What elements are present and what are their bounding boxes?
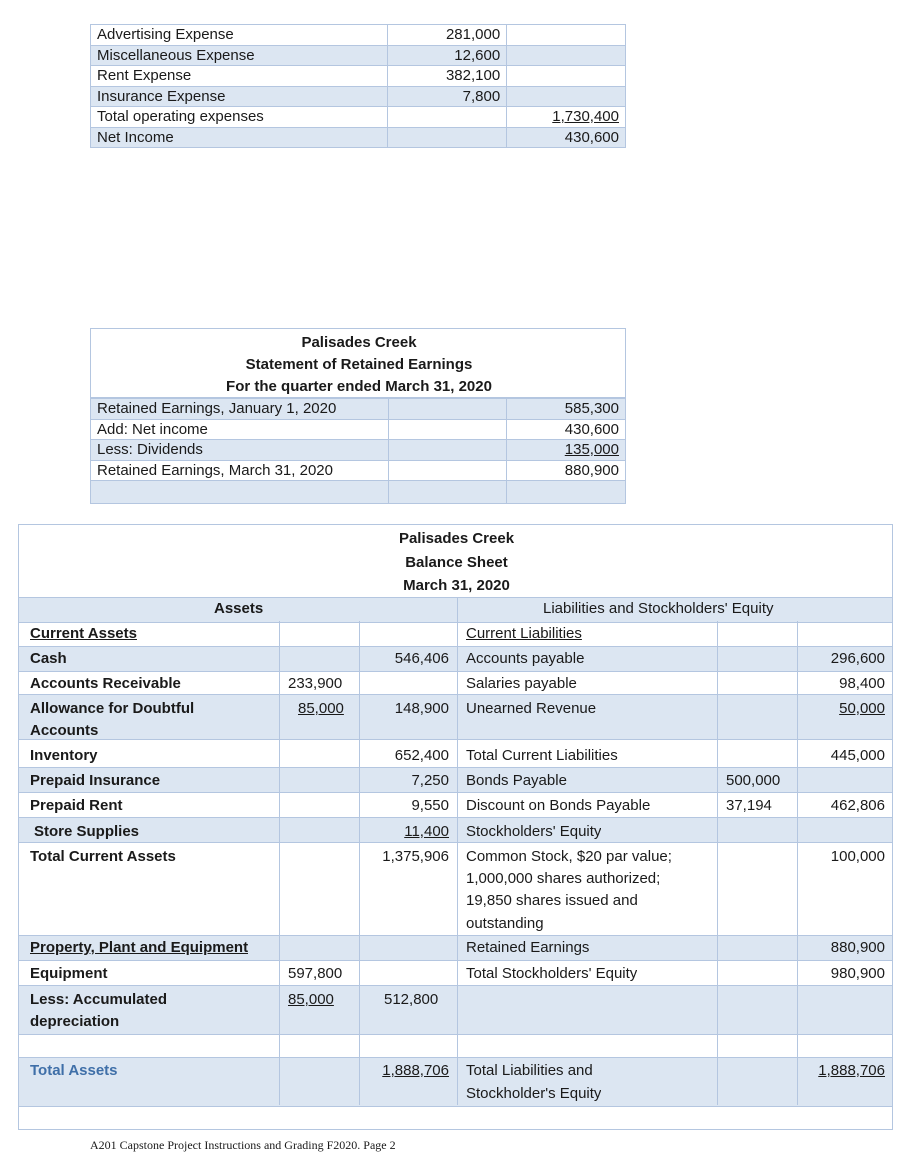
grid-line xyxy=(717,621,718,1105)
total-le-label-2: Stockholder's Equity xyxy=(466,1085,602,1102)
row-label: Insurance Expense xyxy=(91,86,388,107)
row-label: Miscellaneous Expense xyxy=(91,45,388,66)
row-band xyxy=(19,1057,892,1107)
income-statement-tail xyxy=(90,24,626,148)
row-band xyxy=(19,646,892,672)
allowance-label-2: Accounts xyxy=(30,722,99,739)
statement-title: Statement of Retained Earnings xyxy=(245,356,473,373)
total-current-assets-value: 1,375,906 xyxy=(382,848,449,865)
row-label: Rent Expense xyxy=(91,66,388,87)
table-row xyxy=(91,66,626,87)
company-name: Palisades Creek xyxy=(301,334,417,351)
row-total xyxy=(507,45,626,66)
total-current-assets-label: Total Current Assets xyxy=(30,848,176,865)
row-total: 430,600 xyxy=(507,127,626,148)
row-amount xyxy=(388,107,507,128)
prepaid-insurance-label: Prepaid Insurance xyxy=(30,772,161,789)
table-row xyxy=(91,440,626,461)
row-total: 1,730,400 xyxy=(507,107,626,128)
row-amount: 12,600 xyxy=(388,45,507,66)
ppe-label: Property, Plant and Equipment xyxy=(30,939,249,956)
table-row xyxy=(91,419,626,440)
row-amount: 7,800 xyxy=(388,86,507,107)
store-supplies-value: 11,400 xyxy=(404,823,449,840)
common-stock-value: 100,000 xyxy=(830,848,885,865)
bonds-label: Bonds Payable xyxy=(466,772,567,789)
total-se-label: Total Stockholders' Equity xyxy=(466,965,638,982)
row-label: Net Income xyxy=(91,127,388,148)
table-row xyxy=(91,107,626,128)
total-le-value: 1,888,706 xyxy=(818,1062,885,1079)
balance-sheet xyxy=(18,524,893,1130)
page-footer: A201 Capstone Project Instructions and Grading F2020. Page 2 xyxy=(90,1138,396,1152)
statement-title: Balance Sheet xyxy=(405,554,508,571)
statement-period: For the quarter ended March 31, 2020 xyxy=(226,378,492,395)
salaries-value: 98,400 xyxy=(839,675,885,692)
retained-earnings-header xyxy=(90,328,626,398)
unearned-value: 50,000 xyxy=(839,700,885,717)
prepaid-insurance-value: 7,250 xyxy=(411,772,449,789)
store-supplies-label: Store Supplies xyxy=(34,823,140,840)
equipment-value: 597,800 xyxy=(288,965,343,982)
ar-label: Accounts Receivable xyxy=(30,675,181,692)
liabilities-header: Liabilities and Stockholders' Equity xyxy=(543,600,774,617)
ap-value: 296,600 xyxy=(830,650,885,667)
grid-line xyxy=(457,597,458,1105)
total-cl-label: Total Current Liabilities xyxy=(466,747,618,764)
row-total: 430,600 xyxy=(507,419,626,440)
discount-label: Discount on Bonds Payable xyxy=(466,797,651,814)
table-row xyxy=(91,86,626,107)
row-label: Retained Earnings, January 1, 2020 xyxy=(91,399,389,420)
table-row xyxy=(91,481,626,504)
row-total: 135,000 xyxy=(507,440,626,461)
prepaid-rent-label: Prepaid Rent xyxy=(30,797,123,814)
row-label: Add: Net income xyxy=(91,419,389,440)
retained-earnings-value: 880,900 xyxy=(830,939,885,956)
table-row xyxy=(91,399,626,420)
row-amount: 382,100 xyxy=(388,66,507,87)
inventory-value: 652,400 xyxy=(394,747,449,764)
row-label: Advertising Expense xyxy=(91,25,388,46)
row-total xyxy=(507,86,626,107)
bonds-value: 500,000 xyxy=(726,772,781,789)
cash-value: 546,406 xyxy=(394,650,449,667)
stockholders-equity-label: Stockholders' Equity xyxy=(466,823,602,840)
prepaid-rent-value: 9,550 xyxy=(411,797,449,814)
unearned-label: Unearned Revenue xyxy=(466,700,597,717)
current-liabilities-label: Current Liabilities xyxy=(466,625,582,642)
discount-value: 37,194 xyxy=(726,797,772,814)
salaries-label: Salaries payable xyxy=(466,675,577,692)
total-assets-value: 1,888,706 xyxy=(382,1062,449,1079)
row-label: Retained Earnings, March 31, 2020 xyxy=(91,460,389,481)
ar-net-value: 148,900 xyxy=(394,700,449,717)
common-stock-label-3: 19,850 shares issued and xyxy=(466,892,638,909)
common-stock-label-4: outstanding xyxy=(466,915,544,932)
assets-header: Assets xyxy=(214,600,264,617)
allowance-label: Allowance for Doubtful xyxy=(30,700,195,717)
row-amount: 281,000 xyxy=(388,25,507,46)
inventory-label: Inventory xyxy=(30,747,98,764)
equipment-label: Equipment xyxy=(30,965,108,982)
row-label: Less: Dividends xyxy=(91,440,389,461)
row-total: 585,300 xyxy=(507,399,626,420)
table-row xyxy=(91,127,626,148)
cash-label: Cash xyxy=(30,650,67,667)
common-stock-label-2: 1,000,000 shares authorized; xyxy=(466,870,661,887)
row-label: Total operating expenses xyxy=(91,107,388,128)
total-assets-label: Total Assets xyxy=(30,1062,118,1079)
company-name: Palisades Creek xyxy=(398,530,515,547)
ar-value: 233,900 xyxy=(288,675,343,692)
accumulated-label-2: depreciation xyxy=(30,1013,120,1030)
total-se-value: 980,900 xyxy=(830,965,885,982)
statement-date: March 31, 2020 xyxy=(403,577,510,594)
row-band xyxy=(19,817,892,843)
allowance-value: 85,000 xyxy=(298,700,344,717)
accumulated-label: Less: Accumulated xyxy=(30,991,167,1008)
retained-earnings-label: Retained Earnings xyxy=(466,939,590,956)
row-amount xyxy=(388,127,507,148)
grid-line xyxy=(279,621,280,1105)
row-total: 880,900 xyxy=(507,460,626,481)
equipment-net-value: 512,800 xyxy=(384,991,439,1008)
total-cl-value: 445,000 xyxy=(830,747,885,764)
table-row xyxy=(91,460,626,481)
accumulated-value: 85,000 xyxy=(288,991,334,1008)
total-le-label: Total Liabilities and xyxy=(466,1062,593,1079)
ap-label: Accounts payable xyxy=(466,650,585,667)
row-total xyxy=(507,25,626,46)
retained-earnings-table xyxy=(90,398,626,504)
common-stock-label: Common Stock, $20 par value; xyxy=(466,848,672,865)
table-row xyxy=(91,45,626,66)
table-row xyxy=(91,25,626,46)
row-total xyxy=(507,66,626,87)
bonds-net-value: 462,806 xyxy=(830,797,885,814)
current-assets-label: Current Assets xyxy=(30,625,137,642)
